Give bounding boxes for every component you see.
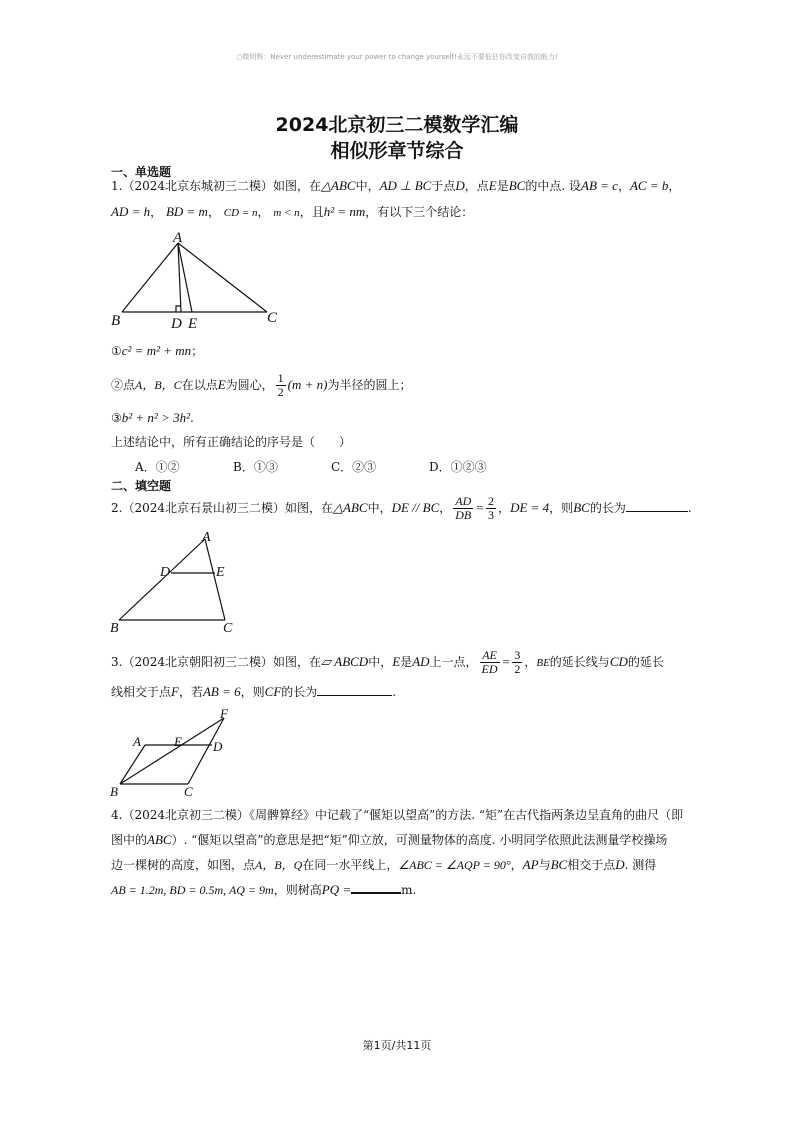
- q3-fraction-num: AE: [480, 649, 500, 663]
- q2-label-c: C: [223, 621, 233, 636]
- q1-side-ab: [122, 243, 178, 312]
- q3-line-bf: [120, 718, 224, 784]
- q2-triangle: △ABC: [333, 500, 368, 515]
- q1-label-a: A: [173, 230, 183, 246]
- q2-value-fraction: [486, 495, 496, 522]
- q1-conclusion-3: [111, 410, 194, 426]
- q2-label-d: D: [160, 565, 171, 580]
- q1-expr: m < n: [273, 207, 300, 219]
- q3-text-part: 的长为: [281, 685, 318, 699]
- q2-segment: BC: [573, 500, 590, 515]
- q2-expr: DE = 4: [510, 500, 550, 515]
- q1-mark: ②点: [111, 378, 136, 392]
- q1-option-b[interactable]: B．①③: [233, 460, 278, 474]
- q1-expr: BD = m: [165, 204, 208, 219]
- q1-text: ，: [617, 179, 630, 193]
- q1-expr: b² + n² > 3h²: [121, 410, 191, 425]
- q1-line2: AD = h， BD = m， CD = n， m < n，且h² = nm，有以下三个结论：: [111, 204, 474, 219]
- q3-text-part: 中，: [368, 655, 393, 669]
- q4-segment: PQ =: [321, 882, 352, 897]
- q1-label-e: E: [188, 316, 198, 332]
- document-subtitle: 相似形章节综合: [330, 140, 464, 162]
- document-title: 2024北京初三二模数学汇编: [275, 114, 519, 136]
- q1-question: 上述结论中，所有正确结论的序号是（ ）: [111, 435, 352, 449]
- q2-text-part: ，则: [549, 501, 574, 515]
- q1-expr: h² = nm: [323, 204, 366, 219]
- q2-value-den: 3: [488, 508, 495, 522]
- q3-parallelogram: ▱ ABCD: [321, 654, 369, 669]
- q4-angles: ∠ABC = ∠AQP = 90°: [398, 858, 511, 872]
- q1-text: 于点: [431, 179, 456, 193]
- q2-text-part: ，: [439, 501, 452, 515]
- q3-point: F: [171, 684, 179, 699]
- q3-text-part: ，若: [178, 685, 203, 699]
- q4-measurements: AB = 1.2m, BD = 0.5m, AQ = 9m: [111, 883, 274, 897]
- header-motto: ○微明辉：Never underestimate your power to change yourself!永远不要低估你改变自我的能力!: [236, 53, 558, 61]
- q1-point: E: [488, 178, 497, 193]
- q3-expr: AB = 6: [202, 684, 241, 699]
- q1-text: 1.（2024北京东城初三二模）如图，在: [111, 179, 321, 193]
- q2-label-a: A: [202, 530, 211, 545]
- q3-label-c: C: [184, 784, 193, 799]
- q1-triangle-figure: [105, 226, 295, 336]
- q4-points: A，B，Q: [255, 858, 303, 872]
- q4-line4: [111, 882, 416, 898]
- q1-option-a[interactable]: A．①②: [135, 460, 180, 474]
- q1-conclusion-2: [111, 370, 412, 400]
- q3-line1: [111, 646, 664, 679]
- q3-fraction-den: ED: [481, 662, 498, 676]
- q4-text-part: ，则树高: [273, 883, 322, 897]
- q4-line1: 4.（2024北京初三二模）《周髀算经》中记载了“偃矩以望高”的方法. “矩”在古代指两条边呈直角的曲尺（即: [111, 808, 684, 822]
- q2-value-num: 2: [488, 494, 495, 508]
- q3-equals: =: [501, 654, 511, 669]
- q1-option-c[interactable]: C．②③: [331, 460, 377, 474]
- q1-expr: CD = n: [223, 207, 258, 219]
- q1-text: 为圆心，: [225, 378, 274, 392]
- page-number: 第1页/共11页: [362, 1039, 432, 1052]
- q3-label-e: E: [174, 734, 182, 749]
- q1-triangle: △ABC: [321, 178, 356, 193]
- q1-text: 中，: [355, 179, 380, 193]
- q4-text-part: . 测得: [624, 858, 657, 872]
- q3-segment: AD: [412, 654, 430, 669]
- q2-fraction-num: AD: [455, 494, 472, 508]
- q1-expr: AC = b: [629, 178, 669, 193]
- section-single-choice: 一、单选题: [111, 165, 172, 179]
- q2-text-part: 2.（2024北京石景山初三二模）如图，在: [111, 501, 333, 515]
- q1-fraction: [276, 372, 286, 399]
- q3-label-d: D: [213, 739, 223, 754]
- q2-text-part: 的长为: [589, 501, 626, 515]
- q2-text-part: ，: [498, 501, 511, 515]
- q1-options: [135, 459, 527, 475]
- q4-angle-name: ABC: [147, 832, 172, 847]
- q3-segment: BE: [536, 657, 550, 669]
- q4-unit: m.: [401, 883, 417, 897]
- q4-text-part: ）. “偃矩以望高”的意思是把“矩”仰立放，可测量物体的高度. 小明同学依照此法测量学校操场: [171, 833, 668, 847]
- q1-mark: ③: [111, 411, 122, 425]
- q3-value-fraction: [512, 649, 522, 676]
- q3-value-num: 3: [514, 648, 521, 662]
- q1-expr: AB = c: [581, 178, 618, 193]
- q1-expr: (m + n): [287, 377, 328, 392]
- q1-perp: AD ⊥ BC: [379, 178, 432, 193]
- q3-ratio-fraction: [480, 649, 500, 676]
- q3-text-part: 的延长: [627, 655, 664, 669]
- q2-text: [111, 492, 692, 524]
- q4-line2: [111, 832, 667, 848]
- q1-label-b: B: [111, 313, 121, 329]
- q1-text: ；: [191, 344, 204, 358]
- q4-text-part: 边一棵树的高度，如图，点: [111, 858, 256, 872]
- q2-equals: =: [475, 500, 485, 515]
- q1-line1: [111, 178, 680, 194]
- q4-point: D: [615, 857, 625, 872]
- q3-text-part: ，则: [240, 685, 265, 699]
- q1-text: 为半径的圆上；: [327, 378, 412, 392]
- q3-label-a: A: [133, 734, 141, 749]
- q2-ratio-fraction: [453, 495, 473, 522]
- q4-text-part: 图中的: [111, 833, 148, 847]
- q1-expr: A，B，C: [135, 378, 182, 392]
- q1-segment: BC: [508, 178, 526, 193]
- q3-parallelogram-figure: [105, 704, 245, 800]
- q3-label-f: F: [220, 706, 228, 721]
- q1-text: 在以点: [181, 378, 218, 392]
- q4-text-part: 相交于点: [567, 858, 616, 872]
- q1-text: ，: [668, 179, 681, 193]
- q1-label-c: C: [267, 310, 278, 326]
- q3-text-part: 上一点，: [429, 655, 478, 669]
- q1-expr: AD = h: [111, 204, 151, 219]
- q1-text: 的中点. 设: [525, 179, 581, 193]
- q1-text: .: [190, 411, 194, 425]
- q1-text: ，点: [464, 179, 489, 193]
- q2-label-b: B: [110, 621, 119, 636]
- q3-segment: CF: [264, 684, 282, 699]
- q2-parallel: DE // BC: [391, 500, 440, 515]
- q1-label-d: D: [171, 316, 182, 332]
- q2-fraction-den: DB: [455, 508, 472, 522]
- q3-segment: CD: [609, 654, 628, 669]
- q4-segment: BC: [550, 857, 568, 872]
- q2-answer-blank[interactable]: [626, 501, 688, 512]
- q1-text: ，且: [299, 205, 324, 219]
- q1-expr: c² = m² + mn: [121, 343, 192, 358]
- q1-option-d[interactable]: D．①②③: [429, 460, 487, 474]
- q4-line3: [111, 857, 656, 873]
- q3-label-b: B: [110, 784, 118, 799]
- q3-value-den: 2: [514, 662, 521, 676]
- q3-side-ab: [120, 745, 145, 784]
- q3-text-part: 是: [400, 655, 413, 669]
- q1-mark: ①: [111, 344, 122, 358]
- q3-text-part: ，: [524, 655, 537, 669]
- q4-answer-blank[interactable]: [351, 882, 401, 894]
- q3-text-part: .: [392, 685, 397, 699]
- q4-segment: AP: [522, 857, 539, 872]
- q2-text-part: 中，: [367, 501, 392, 515]
- q3-point: E: [392, 654, 401, 669]
- q3-text-part: 3.（2024北京朝阳初三二模）如图，在: [111, 655, 321, 669]
- q2-label-e: E: [216, 565, 225, 580]
- q2-text-part: .: [687, 501, 692, 515]
- q1-side-ac: [178, 243, 267, 312]
- q2-triangle-figure: [105, 528, 245, 638]
- q4-text-part: 与: [538, 858, 551, 872]
- q1-conclusion-1: [111, 343, 203, 359]
- q1-text: 是: [496, 179, 509, 193]
- q1-fraction-num: 1: [277, 371, 284, 385]
- q1-point: D: [455, 178, 465, 193]
- q1-fraction-den: 2: [277, 385, 284, 399]
- q4-text-part: ，: [510, 858, 523, 872]
- q4-text-part: 在同一水平线上，: [302, 858, 399, 872]
- section-fill-in: 二、填空题: [111, 479, 172, 493]
- q3-answer-blank[interactable]: [317, 685, 392, 696]
- q3-line2: [111, 684, 396, 700]
- q3-text-part: 线相交于点: [111, 685, 172, 699]
- q1-point: E: [217, 377, 226, 392]
- q3-text-part: 的延长线与: [549, 655, 610, 669]
- q1-text: ，有以下三个结论：: [365, 205, 474, 219]
